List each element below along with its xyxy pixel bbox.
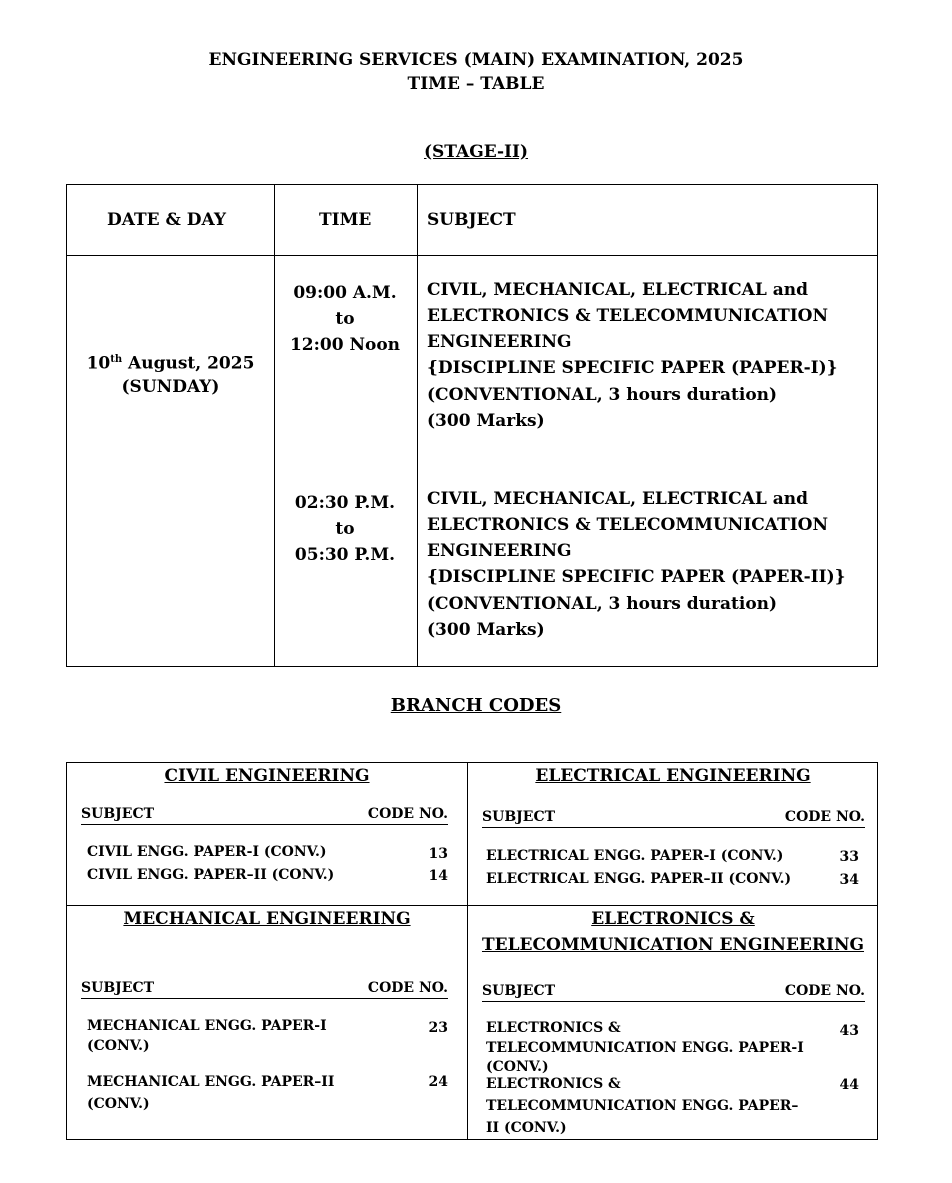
electronics-title-cont: TELECOMMUNICATION ENGINEERING bbox=[481, 935, 865, 955]
code-label: CODE NO. bbox=[367, 806, 448, 822]
electronics-row-code: 43 bbox=[839, 1023, 859, 1039]
row-divider bbox=[67, 255, 877, 256]
code-label: CODE NO. bbox=[367, 980, 448, 996]
electrical-row-code: 34 bbox=[839, 872, 859, 888]
mechanical-subject-header bbox=[81, 979, 448, 999]
stage-text: (STAGE-II) bbox=[423, 142, 529, 162]
exam-title: ENGINEERING SERVICES (MAIN) EXAMINATION, 2025 bbox=[208, 50, 744, 70]
electronics-row-subject: ELECTRONICS & bbox=[486, 1020, 621, 1036]
civil-row-code: 14 bbox=[428, 868, 448, 884]
session-1-start: 09:00 A.M. bbox=[293, 283, 397, 303]
electrical-subject-header bbox=[482, 808, 865, 828]
session-1-end: 12:00 Noon bbox=[289, 335, 401, 355]
subject-label: SUBJECT bbox=[81, 980, 155, 996]
session-1-line: ELECTRONICS & TELECOMMUNICATION bbox=[427, 306, 829, 326]
exam-day: (SUNDAY) bbox=[121, 377, 220, 397]
session-2-line: ELECTRONICS & TELECOMMUNICATION bbox=[427, 515, 829, 535]
mechanical-row-subject: MECHANICAL ENGG. PAPER-I bbox=[87, 1018, 327, 1034]
session-1-line: {DISCIPLINE SPECIFIC PAPER (PAPER-I)} bbox=[427, 358, 838, 378]
session-2-start: 02:30 P.M. bbox=[294, 493, 396, 513]
session-2-line: ENGINEERING bbox=[427, 541, 572, 561]
electrical-row-subject: ELECTRICAL ENGG. PAPER-I (CONV.) bbox=[486, 848, 784, 864]
branch-codes-table bbox=[66, 762, 878, 1140]
mechanical-row-subject: MECHANICAL ENGG. PAPER–II bbox=[87, 1074, 335, 1090]
session-1-line: (300 Marks) bbox=[427, 411, 545, 431]
header-date-day: DATE & DAY bbox=[107, 210, 227, 230]
session-2-to: to bbox=[335, 519, 355, 539]
session-2-end: 05:30 P.M. bbox=[294, 545, 396, 565]
branch-codes-heading bbox=[0, 694, 952, 718]
electrical-row-code: 33 bbox=[839, 849, 859, 865]
mechanical-row-subject-cont: (CONV.) bbox=[87, 1096, 150, 1112]
mechanical-row-subject-cont: (CONV.) bbox=[87, 1038, 150, 1054]
date-rest: August, 2025 bbox=[122, 353, 255, 374]
civil-title: CIVIL ENGINEERING bbox=[164, 766, 370, 786]
electronics-subject-header bbox=[482, 982, 865, 1002]
mechanical-title: MECHANICAL ENGINEERING bbox=[123, 909, 411, 929]
timetable-title: TIME – TABLE bbox=[407, 74, 545, 94]
subject-label: SUBJECT bbox=[482, 809, 556, 825]
session-2-line: (300 Marks) bbox=[427, 620, 545, 640]
electronics-row-code: 44 bbox=[839, 1077, 859, 1093]
electronics-row-subject-cont: (CONV.) bbox=[486, 1059, 549, 1075]
mechanical-row-code: 23 bbox=[428, 1020, 448, 1036]
civil-row-subject: CIVIL ENGG. PAPER-I (CONV.) bbox=[87, 844, 327, 860]
session-1-line: CIVIL, MECHANICAL, ELECTRICAL and bbox=[427, 280, 808, 300]
code-label: CODE NO. bbox=[784, 983, 865, 999]
electronics-row-subject-cont: TELECOMMUNICATION ENGG. PAPER– bbox=[486, 1098, 799, 1114]
electronics-row-subject-cont: II (CONV.) bbox=[486, 1120, 567, 1136]
civil-row-code: 13 bbox=[428, 846, 448, 862]
electronics-row-subject: ELECTRONICS & bbox=[486, 1076, 621, 1092]
stage-label bbox=[0, 140, 952, 164]
date-day: 10 bbox=[86, 353, 111, 374]
date-suffix: th bbox=[110, 354, 123, 365]
session-2-line: CIVIL, MECHANICAL, ELECTRICAL and bbox=[427, 489, 808, 509]
subject-label: SUBJECT bbox=[482, 983, 556, 999]
civil-row-subject: CIVIL ENGG. PAPER–II (CONV.) bbox=[87, 867, 335, 883]
session-2-line: (CONVENTIONAL, 3 hours duration) bbox=[427, 594, 778, 614]
electrical-row-subject: ELECTRICAL ENGG. PAPER–II (CONV.) bbox=[486, 871, 792, 887]
civil-subject-header bbox=[81, 805, 448, 825]
electronics-title: ELECTRONICS & bbox=[591, 909, 755, 929]
exam-date bbox=[67, 347, 274, 377]
branch-codes-title: BRANCH CODES bbox=[390, 695, 562, 716]
header-subject: SUBJECT bbox=[427, 210, 516, 230]
electrical-title: ELECTRICAL ENGINEERING bbox=[535, 766, 811, 786]
col-divider bbox=[274, 185, 275, 666]
subject-label: SUBJECT bbox=[81, 806, 155, 822]
session-1-line: ENGINEERING bbox=[427, 332, 572, 352]
electronics-row-subject-cont: TELECOMMUNICATION ENGG. PAPER-I bbox=[486, 1040, 804, 1056]
mechanical-row-code: 24 bbox=[428, 1074, 448, 1090]
col-divider bbox=[417, 185, 418, 666]
session-1-to: to bbox=[335, 309, 355, 329]
timetable bbox=[66, 184, 878, 667]
session-2-line: {DISCIPLINE SPECIFIC PAPER (PAPER-II)} bbox=[427, 567, 846, 587]
header-time: TIME bbox=[319, 210, 372, 230]
code-label: CODE NO. bbox=[784, 809, 865, 825]
session-1-line: (CONVENTIONAL, 3 hours duration) bbox=[427, 385, 778, 405]
